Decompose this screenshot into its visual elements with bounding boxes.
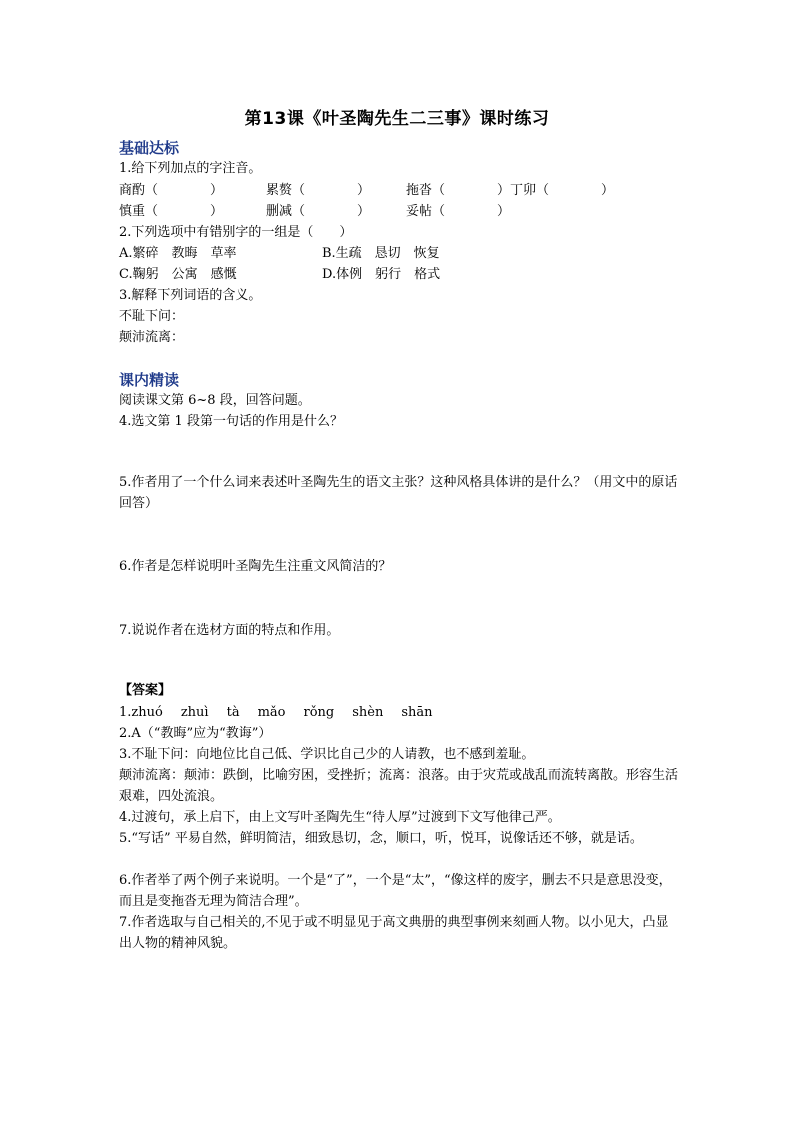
answer-2: 2.A（“教晦”应为“教诲”）	[119, 726, 272, 741]
question-2-prompt: 2.下列选项中有错别字的一组是（ ）	[119, 225, 353, 240]
question-1-prompt: 1.给下列加点的字注音。	[119, 161, 262, 176]
pinyin-2: zhuì	[180, 705, 209, 720]
question-6: 6.作者是怎样说明叶圣陶先生注重文风简洁的？	[119, 559, 392, 574]
q3-item-buchixiawen: 不耻下问：	[119, 309, 185, 324]
section-heading-reading: 课内精读	[119, 371, 180, 389]
q2-option-d: D.体例 躬行 格式	[322, 267, 441, 282]
pinyin-7: shān	[401, 705, 433, 720]
q1-item-tuotie: 妥帖（ ）	[406, 204, 511, 219]
answer-1-label: 1.	[119, 705, 132, 720]
pinyin-4: mǎo	[257, 705, 286, 720]
question-4: 4.选文第 1 段第一句话的作用是什么？	[119, 414, 343, 429]
answer-3-part-1: 3.不耻下问：向地位比自己低、学识比自己少的人请教，也不感到羞耻。	[119, 747, 535, 762]
answer-6: 6.作者举了两个例子来说明。一个是“了”，一个是“太”，“像这样的废字，删去不只是意思没变，而且是变拖沓无理为简洁合理”。	[119, 873, 672, 909]
pinyin-6: shèn	[352, 705, 384, 720]
pinyin-5: rǒng	[303, 705, 335, 720]
answer-4: 4.过渡句，承上启下，由上文写叶圣陶先生“待人厚”过渡到下文写他律己严。	[119, 810, 561, 825]
q1-item-shenzhong: 慎重（ ）	[119, 204, 224, 219]
reading-intro: 阅读课文第 6~8 段，回答问题。	[119, 393, 311, 408]
question-7: 7.说说作者在选材方面的特点和作用。	[119, 623, 340, 638]
answers-heading: 【答案】	[119, 683, 172, 698]
q3-item-dianpeiliuli: 颠沛流离：	[119, 330, 185, 345]
question-3-prompt: 3.解释下列词语的含义。	[119, 288, 262, 303]
q1-item-shanjian: 删减（ ）	[266, 204, 371, 219]
page-title: 第13课《叶圣陶先生二三事》课时练习	[244, 109, 550, 129]
pinyin-3: tà	[226, 705, 240, 720]
answer-1-pinyin	[119, 702, 451, 723]
q2-option-b: B.生疏 恳切 恢复	[322, 246, 440, 261]
q1-item-leizhui: 累赘（ ）	[266, 183, 371, 198]
q2-option-c: C.鞠躬 公寓 感慨	[119, 267, 237, 282]
section-heading-basics: 基础达标	[119, 139, 180, 157]
answer-3-part-2: 颠沛流离：颠沛：跌倒，比喻穷困，受挫折；流离：浪落。由于灾荒或战乱而流转离散。形容生活艰难，四处流浪。	[119, 768, 679, 804]
answer-7: 7.作者选取与自己相关的,不见于或不明显见于高文典册的典型事例来刻画人物。以小见大，凸显出人物的精神风貌。	[119, 915, 669, 951]
answer-5: 5.“写话” 平易自然，鲜明简洁，细致恳切，念，顺口，听，悦耳，说像话还不够，就是话。	[119, 831, 643, 846]
q1-item-tuota-dingmao: 拖沓（ ）丁卯（ ）	[406, 183, 615, 198]
q2-option-a: A.繁碎 教晦 草率	[119, 246, 237, 261]
question-5: 5.作者用了一个什么词来表述叶圣陶先生的语文主张？这种风格具体讲的是什么？（用文中的原话回答）	[119, 475, 678, 511]
pinyin-1: zhuó	[131, 705, 163, 720]
q1-item-shangzhuo: 商酌（ ）	[119, 183, 224, 198]
